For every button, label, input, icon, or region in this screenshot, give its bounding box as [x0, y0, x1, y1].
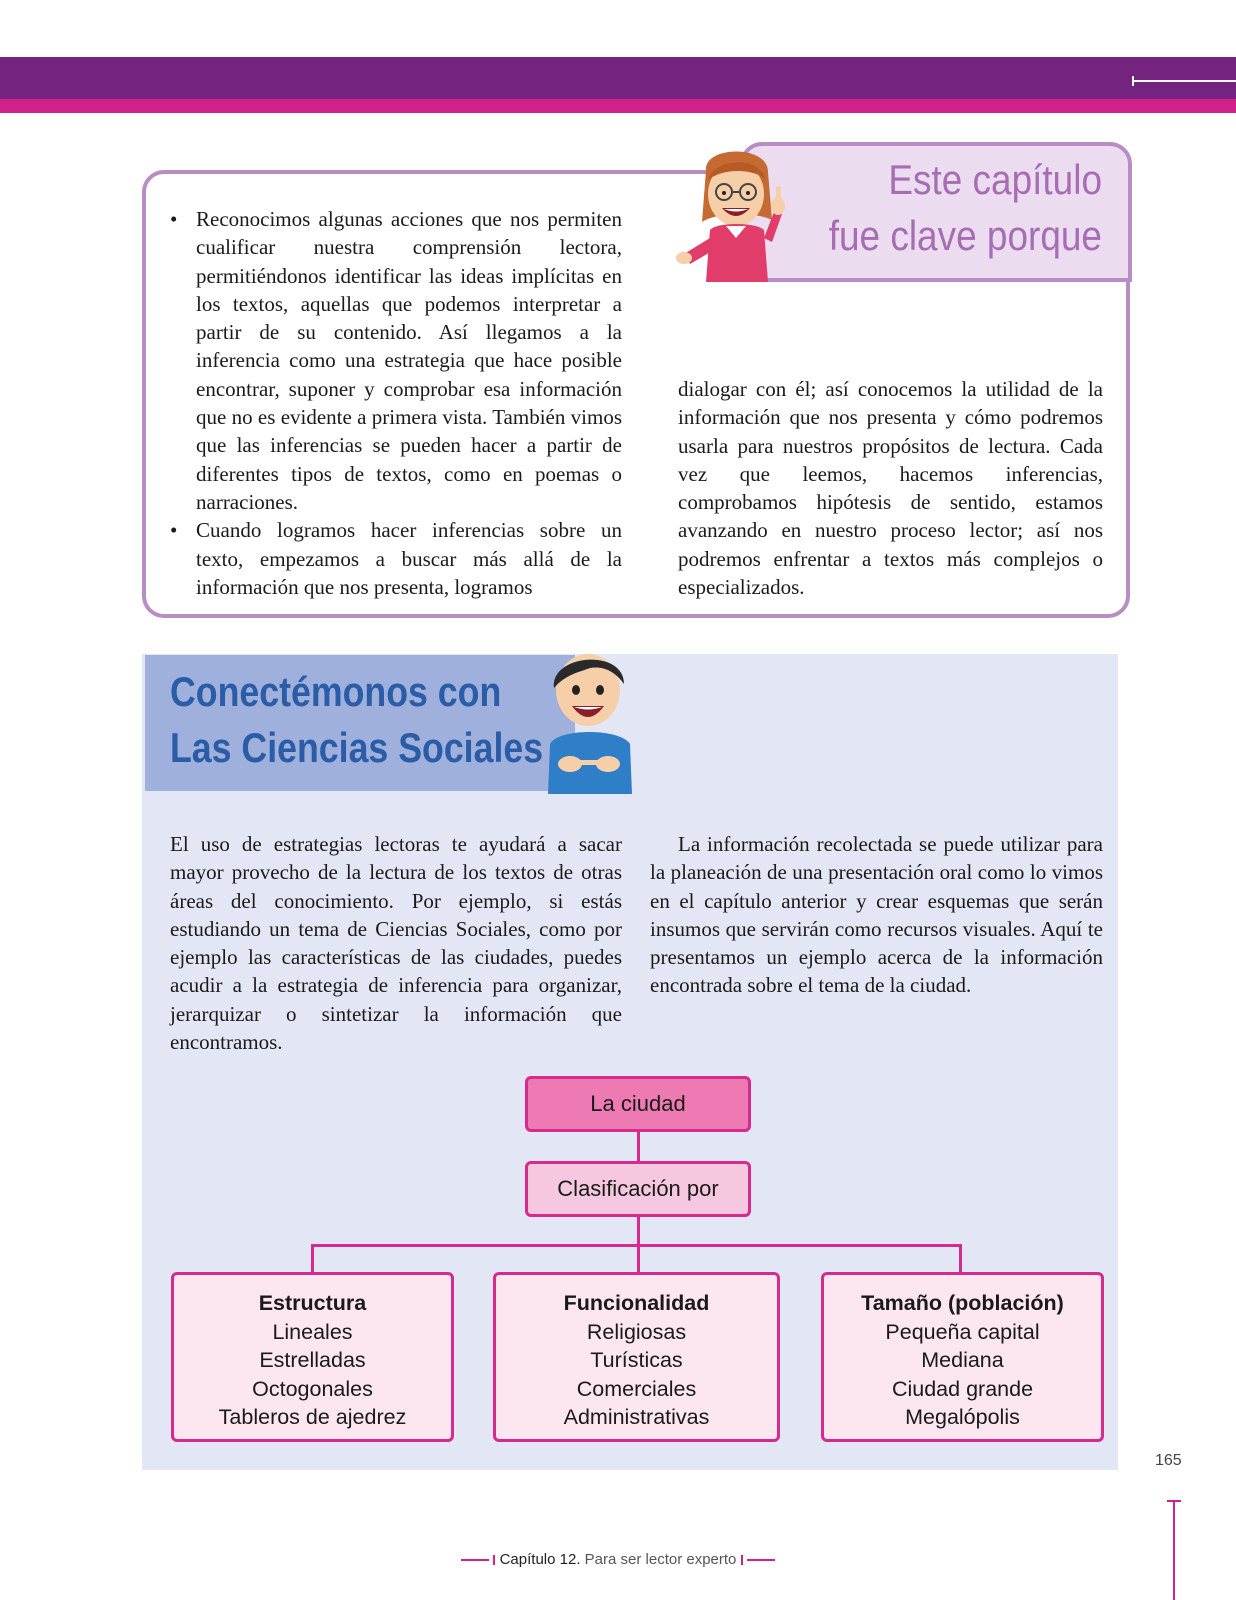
- category-item: Ciudad grande: [891, 1376, 1034, 1401]
- summary-title-line1: Este capítulo: [888, 156, 1102, 203]
- category-item: Comerciales: [576, 1376, 697, 1401]
- footer-bar-left: [493, 1555, 495, 1565]
- girl-character-illustration: [676, 142, 798, 282]
- footer-chapter: Capítulo 12.: [499, 1551, 581, 1568]
- diagram-category-size: [821, 1272, 1104, 1442]
- social-sciences-title: [170, 664, 543, 776]
- summary-left-column: [196, 205, 622, 601]
- summary-right-column: dialogar con él; así conocemos la utilidad de la información que nos presenta y cómo podremos usarla para nuestros propósitos de lectura. Cada vez que leemos, hacemos inferencias, comprobamos hipótesis de sentido, estamos avanzando en nuestro proceso lector; así nos podremos enfrentar a textos más complejos o especializados.: [678, 377, 1103, 600]
- footer-rule-left: [461, 1559, 489, 1561]
- diagram-category-functionality: [493, 1272, 780, 1442]
- diagram-connector: [637, 1217, 640, 1245]
- category-item: Estrelladas: [259, 1348, 366, 1372]
- summary-title: [801, 152, 1102, 264]
- footer-rule-right: [747, 1559, 775, 1561]
- category-item: Tableros de ajedrez: [218, 1405, 407, 1429]
- diagram-connector: [637, 1132, 640, 1161]
- diagram-connector: [959, 1244, 962, 1272]
- header-band: [0, 57, 1236, 99]
- category-item: Turísticas: [590, 1348, 683, 1372]
- footer-title: Para ser lector experto: [584, 1551, 737, 1568]
- side-rule: [1173, 1500, 1175, 1600]
- diagram-connector: [311, 1244, 314, 1272]
- footer-bar-right: [741, 1555, 743, 1565]
- category-item: Pequeña capital: [885, 1319, 1040, 1344]
- category-heading: Tamaño (población): [861, 1291, 1064, 1315]
- category-item: Lineales: [272, 1319, 353, 1344]
- category-item: Octogonales: [252, 1376, 373, 1401]
- social-sciences-left-paragraph: El uso de estrategias lectoras te ayudará a sacar mayor provecho de la lectura de los textos de otras áreas del conocimiento. Por ejemplo, si estás estudiando un tema de Ciencias Sociales, como por ejemplo las características de las ciudades, puedes acudir a la estrategia de inferencia para organizar, jerarquizar o sintetizar la información que encontramos.: [170, 832, 622, 1055]
- diagram-category-structure: [171, 1272, 454, 1442]
- diagram-classification-node: Clasificación por: [525, 1161, 751, 1217]
- category-item: Religiosas: [586, 1319, 687, 1344]
- category-heading: Estructura: [258, 1291, 367, 1315]
- header-rule-tick: [1132, 76, 1134, 86]
- social-sciences-right-paragraph: La información recolectada se puede utilizar para la planeación de una presentación oral como lo vimos en el capítulo anterior y crear esquemas que serán insumos que servirán como recursos visuales. Aquí te presentamos un ejemplo acerca de la información encontrada sobre el tema de la ciudad.: [650, 832, 1103, 998]
- diagram-root-node: La ciudad: [525, 1076, 751, 1132]
- social-sciences-title-line2: Las Ciencias Sociales: [170, 724, 544, 771]
- header-rule: [1132, 80, 1236, 82]
- category-item: Megalópolis: [905, 1405, 1020, 1429]
- summary-bullet-1: • Reconocimos algunas acciones que nos permiten cualificar nuestra comprensión lectora, permitiéndonos identificar las ideas implícitas en los textos, aquellas que podemos interpretar a partir de su contenido. Así llegamos a la inferencia como una estrategia que hace posible encontrar, suponer y comprobar esa información que no es evidente a primera vista. También vimos que las inferencias se pueden hacer a partir de diferentes tipos de textos, como en poemas o narraciones.: [196, 205, 622, 516]
- summary-title-line2: fue clave porque: [828, 212, 1102, 259]
- category-heading: Funcionalidad: [563, 1291, 710, 1315]
- page-number: 165: [1155, 1452, 1182, 1469]
- header-accent-band: [0, 99, 1236, 113]
- category-item: Administrativas: [563, 1405, 710, 1429]
- diagram-connector: [637, 1244, 640, 1272]
- boy-character-illustration: [540, 648, 640, 794]
- summary-bullet-2: • Cuando logramos hacer inferencias sobre un texto, empezamos a buscar más allá de la información que nos presenta, logramos: [196, 516, 622, 601]
- category-item: Mediana: [921, 1348, 1004, 1372]
- social-sciences-title-line1: Conectémonos con: [170, 668, 502, 715]
- page-footer: [0, 1551, 1236, 1568]
